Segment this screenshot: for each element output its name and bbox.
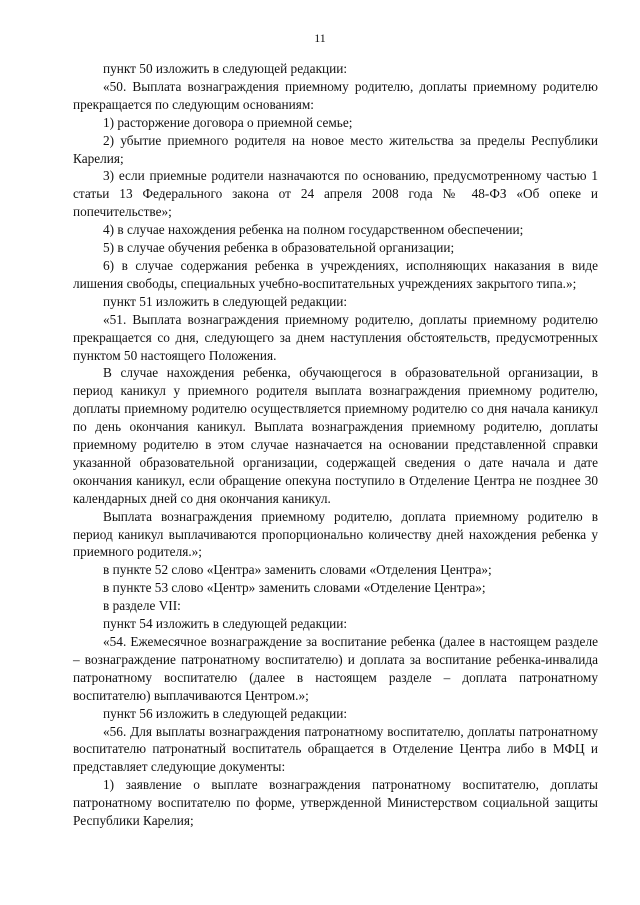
paragraph: 1) заявление о выплате вознаграждения патронатному воспитателю, доплаты патронатному воспитателю по форме, утвержденной Министерством социальной защиты Республики Карелия;: [73, 777, 598, 829]
paragraph: в пункте 52 слово «Центра» заменить словами «Отделения Центра»;: [103, 562, 492, 578]
paragraph: 6) в случае содержания ребенка в учреждениях, исполняющих наказания в виде лишения свободы, специальных учебно-воспитательных учреждениях закрытого типа.»;: [73, 257, 598, 291]
paragraph: 3) если приемные родители назначаются по основанию, предусмотренному частью 1 статьи 13 Федерального закона от 24 апреля 2008 года № 48-ФЗ «Об опеке и попечительстве»;: [73, 168, 598, 220]
paragraph: 5) в случае обучения ребенка в образовательной организации;: [103, 240, 455, 256]
paragraph: пункт 56 изложить в следующей редакции:: [103, 705, 348, 721]
paragraph: пункт 54 изложить в следующей редакции:: [103, 616, 348, 632]
paragraph: «54. Ежемесячное вознаграждение за воспитание ребенка (далее в настоящем разделе – вознаграждение патронатному воспитателю) и доплата за воспитание ребенка-инвалида патронатному воспитателю (далее в настоящем разделе – доплата патронатному воспитателю) выплачиваются Центром.»;: [73, 634, 598, 703]
document-body: [73, 60, 598, 830]
paragraph: пункт 51 изложить в следующей редакции:: [103, 293, 348, 309]
paragraph: 1) расторжение договора о приемной семье;: [103, 114, 353, 130]
paragraph: «51. Выплата вознаграждения приемному родителю, доплаты приемному родителю прекращается со дня, следующего за днем наступления обстоятельств, предусмотренных пунктом 50 настоящего Положения.: [73, 311, 598, 363]
paragraph: в разделе VII:: [103, 598, 181, 614]
paragraph: В случае нахождения ребенка, обучающегося в образовательной организации, в период каникул у приемного родителя выплата вознаграждения приемному родителю, доплаты приемному родителю осуществляется приемному родителю со дня начала каникул по день окончания каникул. Выплата вознаграждения приемному родителю, доплаты приемному родителю в этом случае назначается на основании представленной справки указанной образовательной организации, содержащей сведения о дате начала и дате окончания каникул, если обращение опекуна поступило в Отделение Центра не позднее 30 календарных дней со дня окончания каникул.: [73, 365, 598, 506]
paragraph: 2) убытие приемного родителя на новое место жительства за пределы Республики Карелия;: [73, 132, 598, 166]
paragraph: 4) в случае нахождения ребенка на полном государственном обеспечении;: [103, 222, 524, 238]
page-number: 11: [314, 31, 326, 45]
paragraph: «50. Выплата вознаграждения приемному родителю, доплаты приемному родителю прекращается по следующим основаниям:: [73, 78, 598, 112]
paragraph: Выплата вознаграждения приемному родителю, доплата приемному родителю в период каникул выплачиваются пропорционально количеству дней нахождения ребенка у приемного родителя.»;: [73, 508, 598, 560]
paragraph: пункт 50 изложить в следующей редакции:: [103, 61, 348, 76]
paragraph: в пункте 53 слово «Центр» заменить словами «Отделение Центра»;: [103, 580, 486, 596]
paragraph: «56. Для выплаты вознаграждения патронатному воспитателю, доплаты патронатному воспитателю патронатный воспитатель обращается в Отделение Центра либо в МФЦ и представляет следующие документы:: [73, 723, 598, 775]
